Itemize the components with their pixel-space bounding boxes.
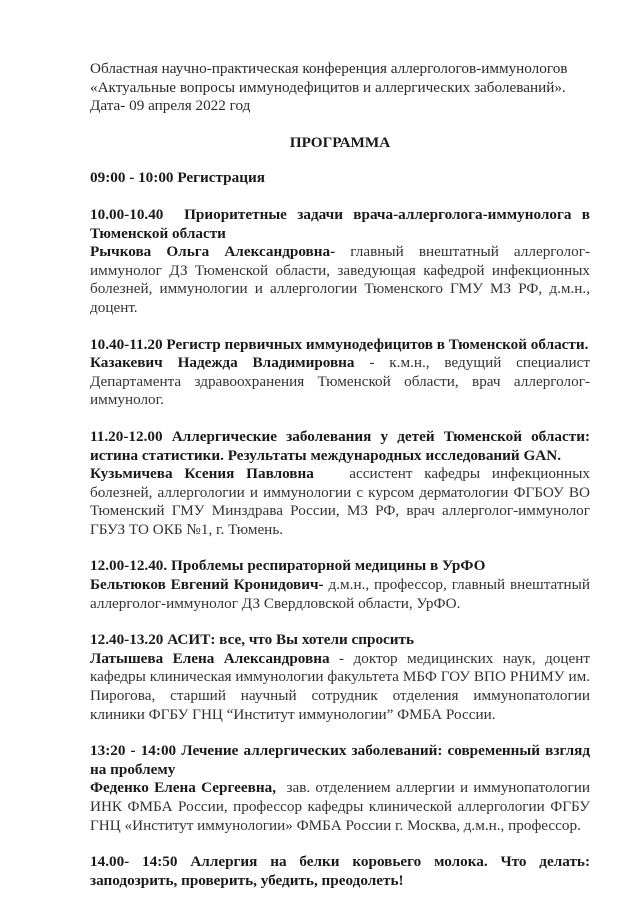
session-list [90, 206, 590, 890]
document-page [90, 60, 590, 908]
session-title: Регистр первичных иммунодефицитов в Тюменской области. [166, 335, 589, 353]
registration-item: 09:00 - 10:00 Регистрация [90, 169, 265, 187]
session-time: 12.00-12.40. [90, 557, 168, 575]
session-title: Приоритетные задачи врача-аллерголога-иммунолога в Тюменской области [90, 205, 591, 242]
speaker-description: - к.м.н., ведущий специалист Департамента здравоохранения Тюменской области, врач аллерголог-иммунолог. [90, 354, 590, 409]
session-title: Лечение аллергических заболеваний: современный взгляд на проблему [90, 742, 590, 778]
session-item [90, 428, 590, 540]
session-topic [90, 853, 590, 890]
session-item [90, 206, 590, 318]
session-topic [90, 336, 590, 355]
speaker-name: Казакевич Надежда Владимировна [90, 354, 355, 372]
session-topic [90, 557, 590, 576]
session-item [90, 336, 590, 410]
speaker-description: - доктор медицинских наук, доцент кафедры клиническая иммунологии факультета МБФ ГОУ ВПО РНИМУ им. Пирогова, старший научный сотрудник отделения иммунопатологии клиники ФГБУ ГНЦ “Институт иммунологии” ФМБА России. [90, 649, 590, 723]
session-speaker-info [90, 650, 590, 724]
speaker-name: Рычкова Ольга Александровна- [90, 243, 336, 261]
speaker-name: Феденко Елена Сергеевна, [90, 779, 276, 797]
conference-theme: «Актуальные вопросы иммунодефицитов и аллергических заболеваний». [90, 78, 566, 96]
session-item [90, 742, 590, 835]
speaker-name: Бельтюков Евгений Кронидович- [90, 576, 324, 594]
session-title: Аллергические заболевания у детей Тюменской области: истина статистики. Результаты международных исследований GAN. [90, 427, 591, 464]
session-time: 11.20-12.00 [90, 427, 163, 445]
conference-date: Дата- 09 апреля 2022 год [90, 97, 251, 115]
session-speaker-info [90, 354, 590, 410]
session-title: Аллергия на белки коровьего молока. Что делать: заподозрить, проверить, убедить, преодолеть! [90, 853, 590, 889]
session-time: 13:20 - 14:00 [90, 742, 177, 760]
speaker-name: Латышева Елена Александровна [90, 649, 330, 667]
speaker-name: Кузьмичева Ксения Павловна [90, 465, 314, 483]
speaker-description: главный внештатный аллерголог-иммунолог ДЗ Тюменской области, заведующая кафедрой инфекционных болезней, иммунологии и аллергологии Тюменского ГМУ МЗ РФ, д.м.н., доцент. [90, 243, 591, 316]
session-topic [90, 742, 590, 779]
conference-header [90, 60, 590, 116]
session-item [90, 853, 590, 890]
session-speaker-info [90, 779, 590, 835]
session-topic [90, 631, 590, 650]
session-time: 14.00- 14:50 [90, 853, 178, 871]
session-topic [90, 206, 590, 243]
session-speaker-info [90, 465, 590, 539]
session-speaker-info [90, 576, 590, 613]
session-time: 12.40-13.20 [90, 631, 164, 649]
conference-name: Областная научно-практическая конференция аллергологов-иммунологов [90, 60, 568, 77]
speaker-description: ассистент кафедры инфекционных болезней, аллергологии и иммунологии с курсом дерматологии ФГБОУ ВО Тюменский ГМУ Минздрава России, МЗ РФ, врач аллерголог-иммунолог ГБУЗ ТО ОКБ №1, г. Тюмень. [90, 465, 590, 538]
speaker-description: д.м.н., профессор, главный внештатный аллерголог-иммунолог ДЗ Свердловской области, УрФО. [90, 576, 590, 612]
speaker-description: зав. отделением аллергии и иммунопатологии ИНК ФМБА России, профессор кафедры клинической аллергологии ФГБУ ГНЦ «Институт иммунологии» ФМБА России г. Москва, д.м.н., профессор. [90, 779, 590, 834]
session-time: 10.40-11.20 [90, 335, 163, 353]
session-title: Проблемы респираторной медицины в УрФО [171, 557, 486, 575]
session-title: АСИТ: все, что Вы хотели спросить [167, 631, 415, 649]
session-time: 10.00-10.40 [90, 205, 164, 223]
program-title: ПРОГРАММА [289, 133, 391, 151]
session-item [90, 631, 590, 724]
session-topic [90, 428, 590, 465]
session-item [90, 557, 590, 613]
session-speaker-info [90, 243, 590, 317]
